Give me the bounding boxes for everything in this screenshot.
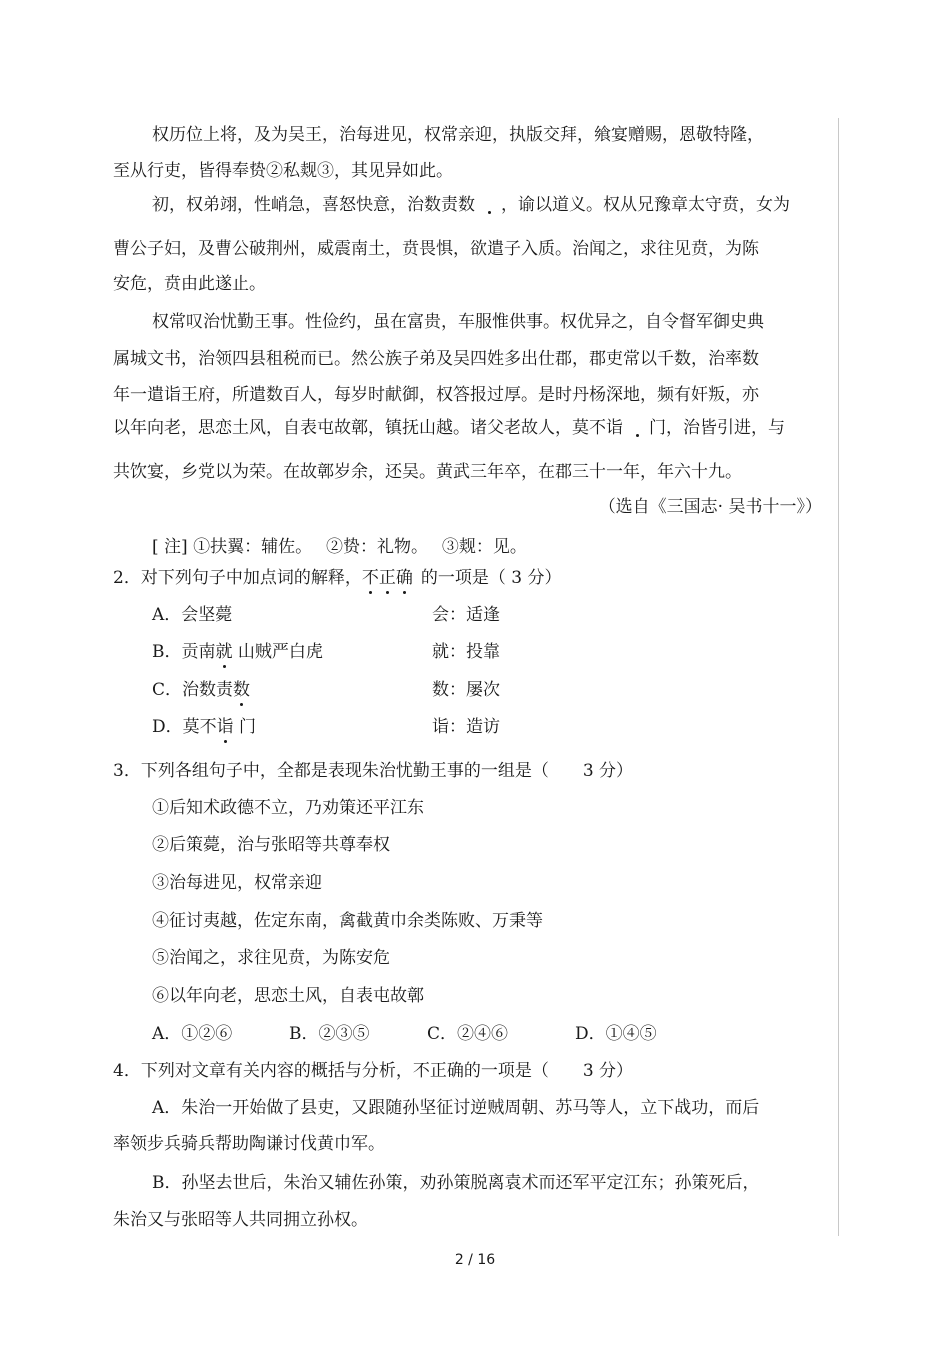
option-text: B．贡南 bbox=[152, 642, 216, 662]
list-item: ①后知术政德不立，乃劝策还平江东 bbox=[152, 798, 424, 818]
passage-line: 属城文书，治领四县租税而已。然公族子弟及吴四姓多出仕郡，郡吏常以千数，治率数 bbox=[113, 349, 759, 369]
option-b: B．孙坚去世后，朱治又辅佐孙策，劝孙策脱离袁术而还军平定江东；孙策死后， bbox=[152, 1173, 760, 1193]
list-item: ⑥以年向老，思恋土风，自表屯故鄣 bbox=[152, 986, 424, 1006]
question-text: 2．对下列句子中加点词的解释， bbox=[113, 568, 362, 588]
option-c bbox=[152, 679, 250, 701]
page-number: 2 / 16 bbox=[454, 1252, 496, 1268]
page-margin-rule bbox=[838, 118, 839, 1236]
passage-line: 共饮宴，乡党以为荣。在故鄣岁余，还吴。黄武三年卒，在郡三十一年，年六十九。 bbox=[113, 462, 742, 482]
option-text: C．治数责 bbox=[152, 680, 234, 700]
choice-c: C．②④⑥ bbox=[427, 1024, 509, 1044]
option-a bbox=[152, 604, 232, 626]
option-a-gloss: 会：适逢 bbox=[432, 605, 500, 625]
option-d-gloss: 诣：造访 bbox=[432, 717, 500, 737]
passage-line: 至从行吏，皆得奉贽②私觌③，其见异如此。 bbox=[113, 161, 453, 181]
passage-text: 门，治皆引进，与 bbox=[649, 418, 785, 438]
list-item: ②后策薨，治与张昭等共尊奉权 bbox=[152, 835, 390, 855]
source-citation: （选自《三国志· 吴书十一》） bbox=[598, 497, 822, 517]
option-text: A．会坚薨 bbox=[152, 605, 233, 625]
choice-b: B．②③⑤ bbox=[289, 1024, 370, 1044]
passage-text: 以年向老，思恋土风，自表屯故鄣，镇抚山越。诸父老故人，莫不诣 bbox=[113, 418, 623, 438]
choice-d: D．①④⑤ bbox=[575, 1024, 657, 1044]
passage-line bbox=[152, 194, 790, 216]
annotation-notes: [ 注] ①扶翼：辅佐。 ②贽：礼物。 ③觌：见。 bbox=[152, 537, 527, 557]
option-text: 门 bbox=[233, 717, 257, 737]
question-text: 的一项是（ 3 分） bbox=[420, 568, 562, 588]
passage-line: 安危，贲由此遂止。 bbox=[113, 274, 266, 294]
question-2-stem bbox=[113, 567, 561, 589]
dotted-char: 就 bbox=[215, 642, 233, 662]
option-d bbox=[152, 716, 256, 738]
passage-line: 年一遣诣王府，所遣数百人，每岁时献御，权答报过厚。是时丹杨深地，频有奸叛，亦 bbox=[113, 385, 759, 405]
passage-line: 权常叹治忧勤王事。性俭约，虽在富贵，车服惟供事。权优异之，自令督军御史典 bbox=[152, 312, 764, 332]
list-item: ④征讨夷越，佐定东南，禽截黄巾余类陈败、万秉等 bbox=[152, 911, 543, 931]
dotted-char: 正 bbox=[378, 568, 396, 588]
dotted-char: 确 bbox=[395, 568, 413, 588]
dotted-char: 数 bbox=[233, 680, 251, 700]
passage-line: 曹公子妇，及曹公破荆州，威震南土，贲畏惧，欲遣子入质。治闻之，求往见贲，为陈 bbox=[113, 239, 759, 259]
option-a: A．朱治一开始做了县吏，又跟随孙坚征讨逆贼周朝、苏马等人，立下战功，而后 bbox=[152, 1098, 760, 1118]
passage-line: 权历位上将，及为吴王，治每进见，权常亲迎，执版交拜，飨宴赠赐，恩敬特隆， bbox=[152, 125, 764, 145]
passage-line bbox=[113, 417, 785, 439]
option-a-cont: 率领步兵骑兵帮助陶谦讨伐黄巾军。 bbox=[113, 1134, 385, 1154]
choice-a: A．①②⑥ bbox=[152, 1024, 233, 1044]
list-item: ③治每进见，权常亲迎 bbox=[152, 873, 322, 893]
option-b-cont: 朱治又与张昭等人共同拥立孙权。 bbox=[113, 1210, 368, 1230]
list-item: ⑤治闻之，求往见贲，为陈安危 bbox=[152, 948, 390, 968]
option-c-gloss: 数：屡次 bbox=[432, 680, 500, 700]
option-b-gloss: 就：投靠 bbox=[432, 642, 500, 662]
passage-text: 初，权弟翊，性峭急，喜怒快意，治数责数 bbox=[152, 195, 475, 215]
option-text: D．莫不 bbox=[152, 717, 217, 737]
question-4-stem: 4．下列对文章有关内容的概括与分析，不正确的一项是（ 3 分） bbox=[113, 1061, 634, 1081]
option-text: 山贼严白虎 bbox=[232, 642, 323, 662]
passage-text: ，谕以道义。权从兄豫章太守贲，女为 bbox=[501, 195, 790, 215]
option-b bbox=[152, 641, 323, 663]
question-3-stem: 3．下列各组句子中，全都是表现朱治忧勤王事的一组是（ 3 分） bbox=[113, 761, 634, 781]
dotted-char: 诣 bbox=[216, 717, 234, 737]
dotted-char: 不 bbox=[361, 568, 379, 588]
